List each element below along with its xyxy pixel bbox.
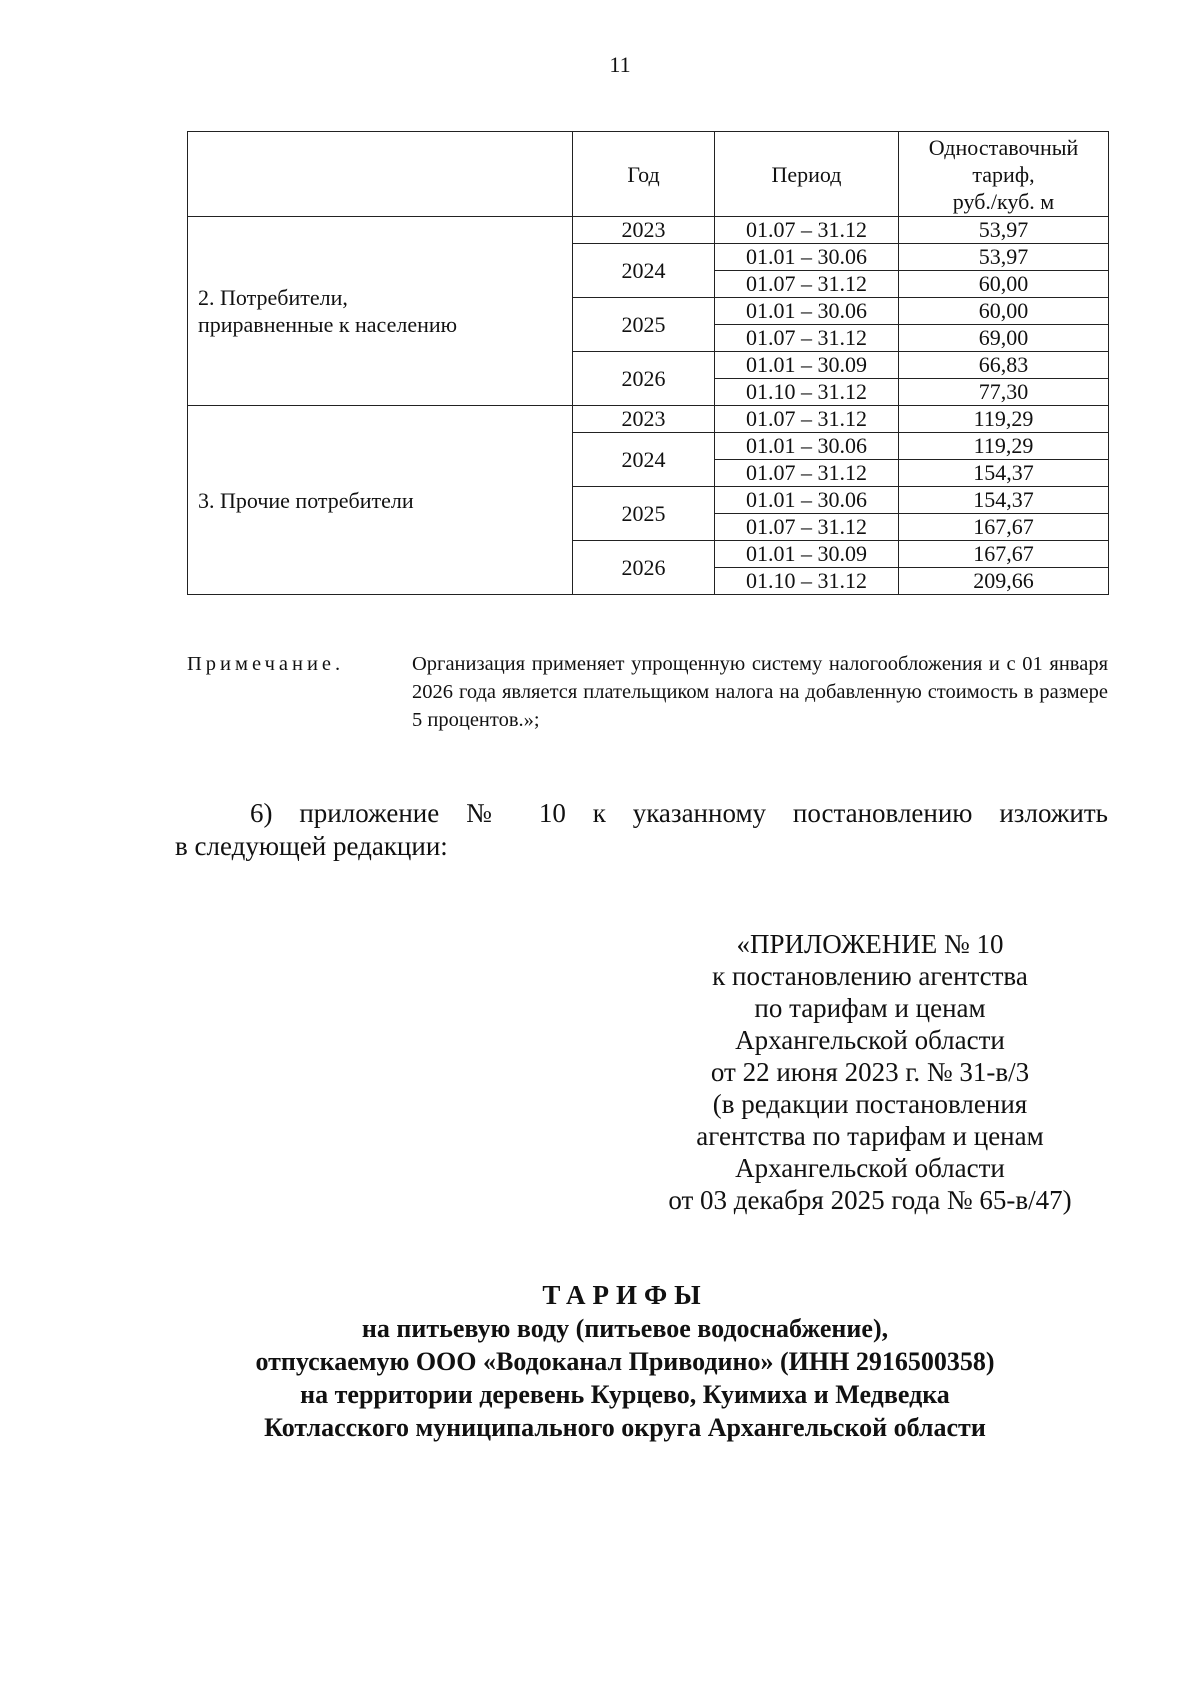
consumer-group-cell: [188, 217, 573, 406]
period-cell: 01.07 – 31.12: [715, 514, 899, 541]
year-cell: 2026: [573, 541, 715, 595]
tariff-cell: 53,97: [899, 244, 1109, 271]
page-number: 11: [609, 52, 631, 77]
consumer-group-label: 3. Прочие потребители: [198, 487, 414, 513]
year-cell: 2024: [573, 244, 715, 298]
year-cell: 2023: [573, 217, 715, 244]
period-cell: 01.10 – 31.12: [715, 379, 899, 406]
table-header-row: [188, 132, 1109, 217]
consumer-group-cell: [188, 406, 573, 595]
tariff-cell: 119,29: [899, 406, 1109, 433]
table-row: [188, 406, 1109, 433]
header-year: Год: [573, 132, 715, 217]
table-body: [188, 217, 1109, 595]
appendix-line: к постановлению агентства: [712, 961, 1028, 991]
header-tariff-line2: тариф,: [972, 161, 1035, 187]
period-cell: 01.01 – 30.09: [715, 352, 899, 379]
note: [187, 650, 1108, 734]
period-cell: 01.01 – 30.06: [715, 244, 899, 271]
appendix-line: агентства по тарифам и ценам: [696, 1121, 1044, 1151]
header-category: [188, 132, 573, 217]
document-title-block: [0, 1279, 1200, 1444]
tariff-cell: 154,37: [899, 460, 1109, 487]
appendix-line: «ПРИЛОЖЕНИЕ № 10: [736, 929, 1004, 959]
title-line: отпускаемую ООО «Водоканал Приводино» (ИНН 2916500358): [255, 1347, 995, 1376]
note-label: Примечание.: [187, 653, 345, 675]
amendment-paragraph: [175, 797, 1108, 863]
tariff-cell: 167,67: [899, 541, 1109, 568]
period-cell: 01.01 – 30.06: [715, 433, 899, 460]
appendix-line: Архангельской области: [735, 1153, 1005, 1183]
year-cell: 2026: [573, 352, 715, 406]
year-cell: 2023: [573, 406, 715, 433]
amendment-line-2: в следующей редакции:: [175, 831, 448, 861]
header-period: Период: [715, 132, 899, 217]
tariff-cell: 209,66: [899, 568, 1109, 595]
tariff-cell: 119,29: [899, 433, 1109, 460]
period-cell: 01.07 – 31.12: [715, 406, 899, 433]
title-line: Котласского муниципального округа Архангельской области: [264, 1413, 986, 1442]
tariff-cell: 154,37: [899, 487, 1109, 514]
period-cell: 01.07 – 31.12: [715, 460, 899, 487]
year-cell: 2025: [573, 487, 715, 541]
period-cell: 01.07 – 31.12: [715, 325, 899, 352]
tariff-cell: 60,00: [899, 298, 1109, 325]
tariff-cell: 77,30: [899, 379, 1109, 406]
title-line: на питьевую воду (питьевое водоснабжение),: [361, 1314, 889, 1343]
appendix-line: от 22 июня 2023 г. № 31-в/3: [710, 1057, 1030, 1087]
tariff-cell: 69,00: [899, 325, 1109, 352]
header-tariff-line1: Одноставочный: [928, 134, 1079, 160]
appendix-line: (в редакции постановления: [712, 1089, 1028, 1119]
appendix-line: по тарифам и ценам: [754, 993, 986, 1023]
tariff-cell: 60,00: [899, 271, 1109, 298]
amendment-line-1: 6) приложение № 10 к указанному постановлению изложить: [250, 798, 1108, 828]
tariff-cell: 53,97: [899, 217, 1109, 244]
consumer-group-label: приравненные к населению: [198, 312, 458, 337]
year-cell: 2025: [573, 298, 715, 352]
consumer-group-label: 2. Потребители,: [198, 285, 348, 310]
period-cell: 01.01 – 30.06: [715, 298, 899, 325]
period-cell: 01.01 – 30.09: [715, 541, 899, 568]
appendix-header: [640, 928, 1100, 1216]
header-tariff: [899, 132, 1109, 217]
appendix-line: Архангельской области: [735, 1025, 1005, 1055]
header-tariff-line3: руб./куб. м: [952, 188, 1055, 214]
document-title: ТАРИФЫ: [542, 1280, 708, 1310]
period-cell: 01.07 – 31.12: [715, 271, 899, 298]
period-cell: 01.10 – 31.12: [715, 568, 899, 595]
appendix-line: от 03 декабря 2025 года № 65-в/47): [668, 1185, 1072, 1215]
period-cell: 01.01 – 30.06: [715, 487, 899, 514]
title-line: на территории деревень Курцево, Куимиха и Медведка: [300, 1380, 950, 1409]
table-row: [188, 217, 1109, 244]
year-cell: 2024: [573, 433, 715, 487]
tariff-cell: 66,83: [899, 352, 1109, 379]
tariff-cell: 167,67: [899, 514, 1109, 541]
note-text: Организация применяет упрощенную систему налогообложения и с 01 января 2026 года является плательщиком налога на добавленную стоимость в размере 5 процентов.»;: [412, 653, 1108, 731]
tariff-table: [187, 131, 1109, 595]
period-cell: 01.07 – 31.12: [715, 217, 899, 244]
